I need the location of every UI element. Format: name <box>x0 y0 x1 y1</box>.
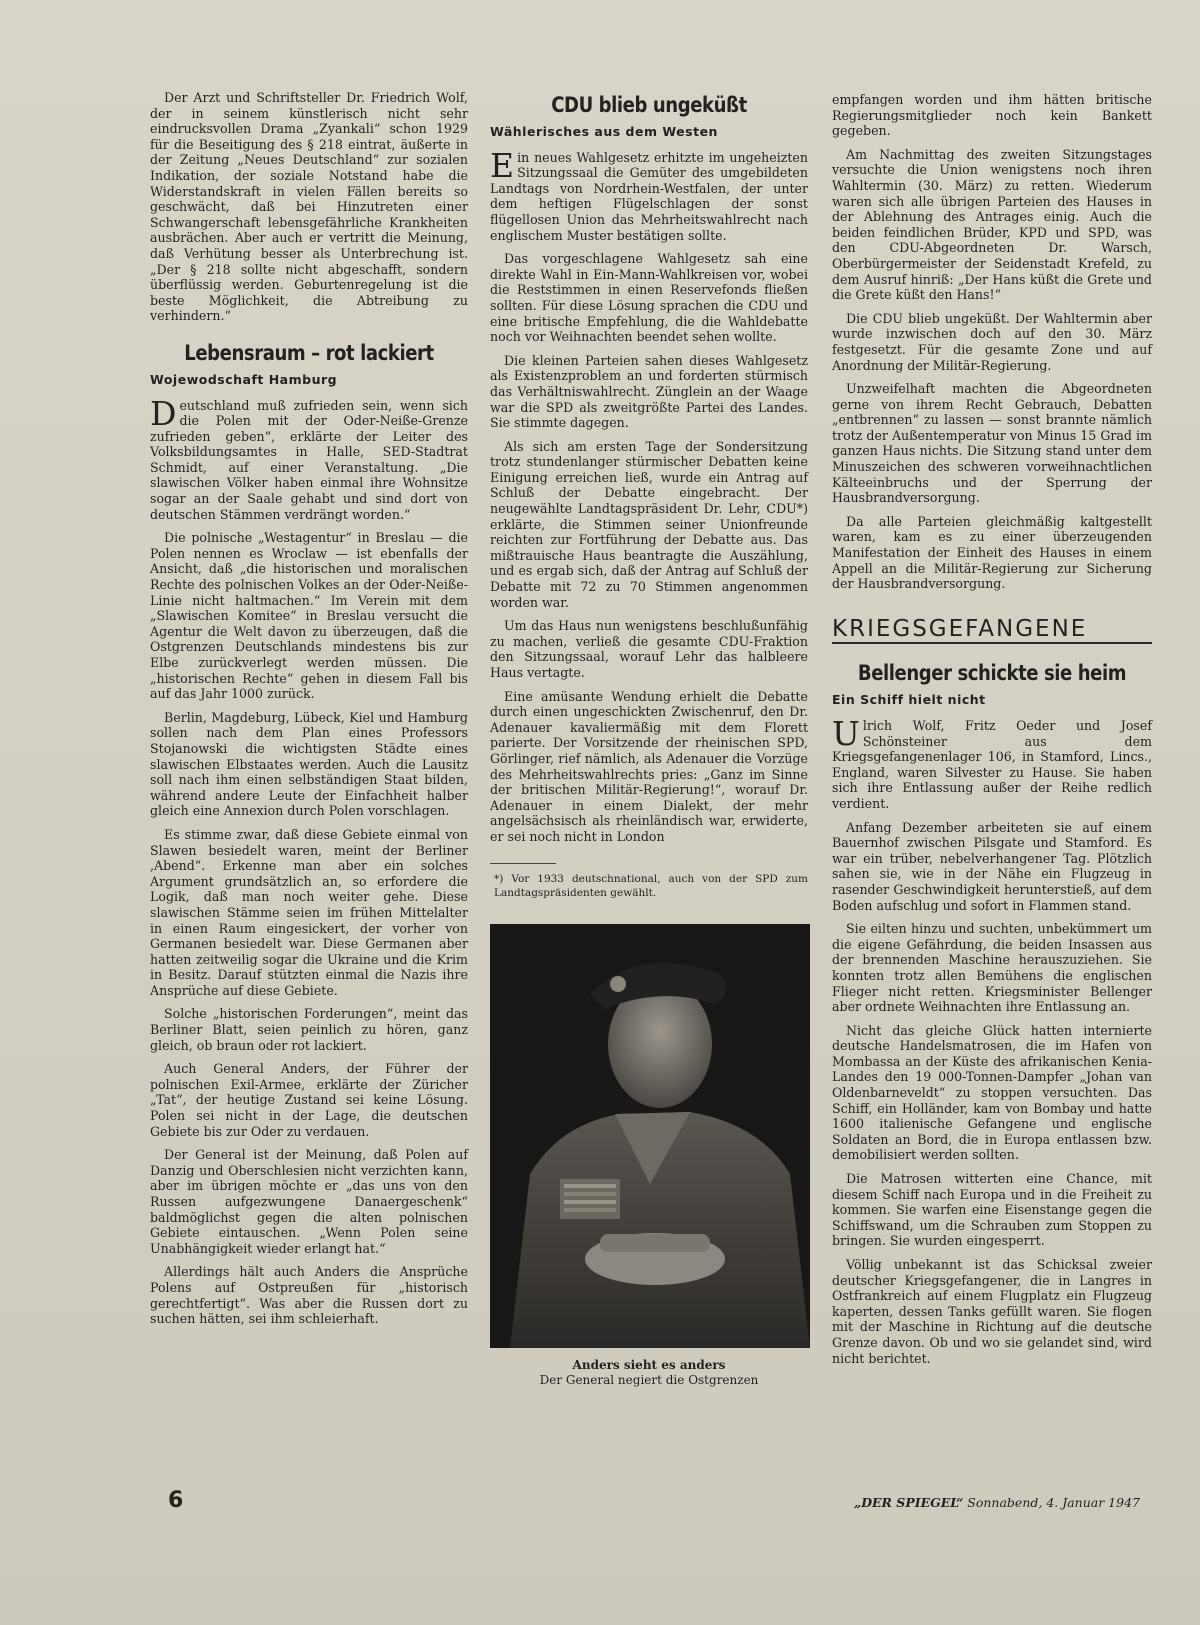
article-paragraph: Die Matrosen witterten eine Chance, mit diesem Schiff nach Europa und in die Freiheit zu kommen. Sie warfen eine Eisenstange gegen die Schiffswand, um die Schrauben zum Stoppen zu bringen. Sie wurden eingesperrt. <box>832 1171 1152 1249</box>
drop-cap: E <box>490 145 515 185</box>
photo-caption <box>490 1358 808 1388</box>
article-paragraph: Eine amüsante Wendung erhielt die Debatte durch einen ungeschickten Zwischenruf, den Dr. Adenauer kavaliermäßig mit dem Florett parierte. Der Vorsitzende der rheinischen SPD, Görlinger, rief nämlich, als Adenauer die Vorzüge des Mehrheitswahlrechts pries: „Ganz im Sinne der britischen Militär-Regierung!“, worauf Dr. Adenauer in einem Dialekt, der mehr angelsächsisch als rheinländisch war, erwiderte, er sei noch nicht in London <box>490 688 808 844</box>
article-paragraph: Der Arzt und Schriftsteller Dr. Friedrich Wolf, der in seinem künstlerisch nicht sehr eindrucksvollen Drama „Zyankali“ schon 1929 für die Beseitigung des § 218 eintrat, äußerte in der Zeitung „Neues Deutschland“ zur sozialen Indikation, der soziale Notstand habe die Widerstandskraft in vielen Fällen bereits so geschwächt, daß bei Hinzutreten einer Schwangerschaft lebensgefährliche Krankheiten ausbrächen. Aber auch er vertritt die Meinung, daß Verhütung besser als Unterbrechung ist. „Der § 218 sollte nicht abgeschafft, sondern überflüssig werden. Geburtenregelung ist die beste Möglichkeit, die Abtreibung zu verhindern.“ <box>150 90 468 324</box>
portrait-photo <box>490 924 810 1348</box>
article-paragraph: Auch General Anders, der Führer der polnischen Exil-Armee, erklärte der Züricher „Tat“, der heutige Zustand sei keine Lösung. Polen sei nicht in der Lage, die deutschen Gebiete bis zur Oder zu verdauen. <box>150 1061 468 1139</box>
article-paragraph: Nicht das gleiche Glück hatten internierte deutsche Handelsmatrosen, die im Hafen von Mombassa an der Küste des afrikanischen Kenia-Landes den 19 000-Tonnen-Dampfer „Johan van Oldenbarneveldt“ zu stoppen versuchten. Das Schiff, ein Holländer, kam von Bombay und hatte 1600 italienische Gefangene und englische Soldaten an Bord, die in Europa entlassen bzw. demobilisiert werden sollten. <box>832 1022 1152 1163</box>
article-paragraph: Allerdings hält auch Anders die Ansprüche Polens auf Ostpreußen für „historisch gerechtfertigt“. Was aber die Russen dort zu suchen hätten, sei ihm schleierhaft. <box>150 1264 468 1327</box>
article-paragraph: Die polnische „Westagentur“ in Breslau — die Polen nennen es Wroclaw — ist ebenfalls der Ansicht, daß „die historischen und moralischen Rechte des polnischen Volkes an der Oder-Neiße-Linie nicht haltmachen.“ Im Verein mit dem „Slawischen Komitee“ in Breslau versucht die Agentur die Welt davon zu überzeugen, daß die Ostgrenzen Deutschlands mindestens bis zur Elbe zurückverlegt werden müssen. Die „historischen Rechte“ gehen in diesem Fall bis auf das Jahr 1000 zurück. <box>150 530 468 702</box>
article-paragraph: Das vorgeschlagene Wahlgesetz sah eine direkte Wahl in Ein-Mann-Wahlkreisen vor, wobei die Reststimmen in einen Reservefonds fließen sollten. Für diese Lösung sprachen die CDU und eine britische Empfehlung, die die Wahldebatte noch vor Weihnachten beendet sehen wollte. <box>490 251 808 345</box>
article-lead: Deutschland muß zufrieden sein, wenn sich die Polen mit der Oder-Neiße-Grenze zufrieden geben“, erklärte der Leiter des Volksbildungsamtes in Halle, SED-Stadtrat Schmidt, auf einer Veranstaltung. „Die slawischen Völker haben einmal ihre Wohnsitze sogar an der Saale gehabt und sind dort von deutschen Stämmen verdrängt worden.“ <box>150 393 468 522</box>
article-lead: Ein neues Wahlgesetz erhitzte im ungeheizten Sitzungssaal die Gemüter des umgebildeten Landtags von Nordrhein-Westfalen, der unter dem heftigen Flügelschlagen der sonst flügellosen Union das Mehrheitswahlrecht nach englischem Muster bestätigen sollte. <box>490 145 808 243</box>
page-number: 6 <box>168 1488 184 1513</box>
article-paragraph: Solche „historischen Forderungen“, meint das Berliner Blatt, seien peinlich zu hören, ganz gleich, ob braun oder rot lackiert. <box>150 1006 468 1053</box>
issue-date: Sonnabend, 4. Januar 1947 <box>967 1495 1140 1510</box>
caption-text: Der General negiert die Ostgrenzen <box>539 1372 759 1387</box>
article-lead: Ulrich Wolf, Fritz Oeder und Josef Schönsteiner aus dem Kriegsgefangenenlager 106, in Stamford, Lincs., England, waren Silvester zu Hause. Sie haben sich ihre Entlassung außer der Reihe redlich verdient. <box>832 714 1152 811</box>
article-subhead: Wählerisches aus dem Westen <box>490 124 718 139</box>
article-paragraph: Die kleinen Parteien sahen dieses Wahlgesetz als Existenzproblem an und forderten stürmisch das Verhältniswahlrecht. Zünglein an der Waage war die SPD als zweitgrößte Partei des Landes. Sie stimmte dagegen. <box>490 352 808 431</box>
article-paragraph: Berlin, Magdeburg, Lübeck, Kiel und Hamburg sollen nach dem Plan eines Professors Stojanowski die wichtigsten Städte eines slawischen Elbstaates werden. Auch die Lausitz soll nach ihm einen selbständigen Staat bilden, während andere Leute der Einfachheit halber gleich eine Annexion durch Polen vorschlagen. <box>150 709 468 819</box>
column-left <box>150 90 468 1335</box>
section-rubric: KRIEGSGEFANGENE <box>832 622 1152 645</box>
article-paragraph: Die CDU blieb ungeküßt. Der Wahltermin aber wurde inzwischen doch auf den 30. März festgesetzt. Für die gesamte Zone und auf Anordnung der Militär-Regierung. <box>832 310 1152 373</box>
caption-title: Anders sieht es anders <box>572 1357 726 1372</box>
article-headline: Bellenger schickte sie heim <box>857 661 1127 686</box>
article-paragraph: Der General ist der Meinung, daß Polen auf Danzig und Oberschlesien nicht verzichten kann, aber im übrigen möchte er „das uns von den Russen aufgezwungene Danaergeschenk“ baldmöglichst gegen die alten polnischen Gebiete eintauschen. „Wenn Polen seine Unabhängigkeit wieder erlangt hat.“ <box>150 1147 468 1256</box>
article-paragraph: Am Nachmittag des zweiten Sitzungstages versuchte die Union wenigstens noch ihren Wahltermin (30. März) zu retten. Wiederum waren sich alle übrigen Parteien des Hauses in der Ablehnung des Antrages einig. Auch die beiden feindlichen Brüder, KPD und SPD, was den CDU-Abgeordneten Dr. Warsch, Oberbürgermeister der Seidenstadt Krefeld, zu dem Ausruf hinriß: „Der Hans küßt die Grete und die Grete küßt den Hans!“ <box>832 146 1152 303</box>
drop-cap: U <box>832 714 860 753</box>
general-portrait-icon <box>490 924 810 1348</box>
column-right <box>832 92 1152 1374</box>
article-paragraph: empfangen worden und ihm hätten britische Regierungsmitglieder noch kein Bankett gegeben. <box>832 92 1152 139</box>
column-middle <box>490 92 808 1388</box>
drop-cap: D <box>150 393 177 433</box>
article-paragraph: Anfang Dezember arbeiteten sie auf einem Bauernhof zwischen Pilsgate und Stamford. Es war ein trüber, nebelverhangener Tag. Plötzlich sahen sie, wie in der Nähe ein Flugzeug in rasender Geschwindigkeit herunterstieß, auf dem Boden aufschlug und sofort in Flammen stand. <box>832 819 1152 913</box>
footnote: *) Vor 1933 deutschnational, auch von der SPD zum Landtagspräsidenten gewählt. <box>494 872 808 899</box>
article-paragraph: Völlig unbekannt ist das Schicksal zweier deutscher Kriegsgefangener, die in Langres in Ostfrankreich auf einem Flugplatz ein Flugzeug kaperten, dessen Tanks gefüllt waren. Sie flogen mit der Maschine in Richtung auf die deutsche Grenze davon. Ob und wo sie gelandet sind, wird nicht berichtet. <box>832 1257 1152 1366</box>
article-paragraph: Unzweifelhaft machten die Abgeordneten gerne von ihrem Recht Gebrauch, Debatten „entbrennen“ zu lassen — sonst brannte nämlich trotz der Außentemperatur von Minus 15 Grad im ganzen Haus nichts. Die Sitzung stand unter dem Minuszeichen des schweren vorweihnachtlichen Kälteeinbruchs und der Sperrung der Hausbrandversorgung. <box>832 381 1152 506</box>
article-paragraph: Sie eilten hinzu und suchten, unbekümmert um die eigene Gefährdung, die beiden Insassen aus der brennenden Maschine herauszuziehen. Sie konnten trotz allen Bemühens die englischen Flieger nicht retten. Kriegsminister Bellenger aber ordnete Weihnachten ihre Entlassung an. <box>832 921 1152 1015</box>
article-paragraph: Es stimme zwar, daß diese Gebiete einmal von Slawen besiedelt waren, meint der Berliner ‚Abend“. Erkenne man aber ein solches Argument grundsätzlich an, so erfordere die Logik, daß man noch weiter gehe. Diese slawischen Stämme seien im frühen Mittelalter in einen Raum eingesickert, der vorher von Germanen besiedelt war. Diese Germanen aber hatten zeitweilig sogar die Ukraine und die Krim in Besitz. Darauf stützten einmal die Nazis ihre Ansprüche auf diese Gebiete. <box>150 826 468 998</box>
article-paragraph: Um das Haus nun wenigstens beschlußunfähig zu machen, verließ die gesamte CDU-Fraktion den Sitzungssaal, worauf Lehr das halbleere Haus vertagte. <box>490 618 808 680</box>
article-subhead: Ein Schiff hielt nicht <box>832 692 986 708</box>
article-headline: CDU blieb ungeküßt <box>551 93 747 117</box>
page-footer <box>854 1495 1140 1510</box>
footnote-rule <box>490 863 556 864</box>
article-paragraph: Da alle Parteien gleichmäßig kaltgestellt waren, kam es zu einer überzeugenden Manifestation der Einheit des Hauses in einem Appell an die Militär-Regierung zur Sicherung der Hausbrandversorgung. <box>832 513 1152 592</box>
publication-name: „DER SPIEGEL“ <box>854 1495 964 1510</box>
article-subhead: Wojewodschaft Hamburg <box>150 371 338 387</box>
article-paragraph: Als sich am ersten Tage der Sondersitzung trotz stundenlanger stürmischer Debatten keine Einigung erreichen ließ, wurde ein Antrag auf Schluß der Debatte eingebracht. Der neugewählte Landtagspräsident Dr. Lehr, CDU*) erklärte, die Stimmen seiner Unionfreunde reichten zur Fortführung der Debatte aus. Das mißtrauische Haus beantragte die Auszählung, und es ergab sich, daß der Antrag auf Schluß der Debatte mit 72 zu 70 Stimmen angenommen worden war. <box>490 438 808 610</box>
article-headline: Lebensraum – rot lackiert <box>184 340 434 365</box>
